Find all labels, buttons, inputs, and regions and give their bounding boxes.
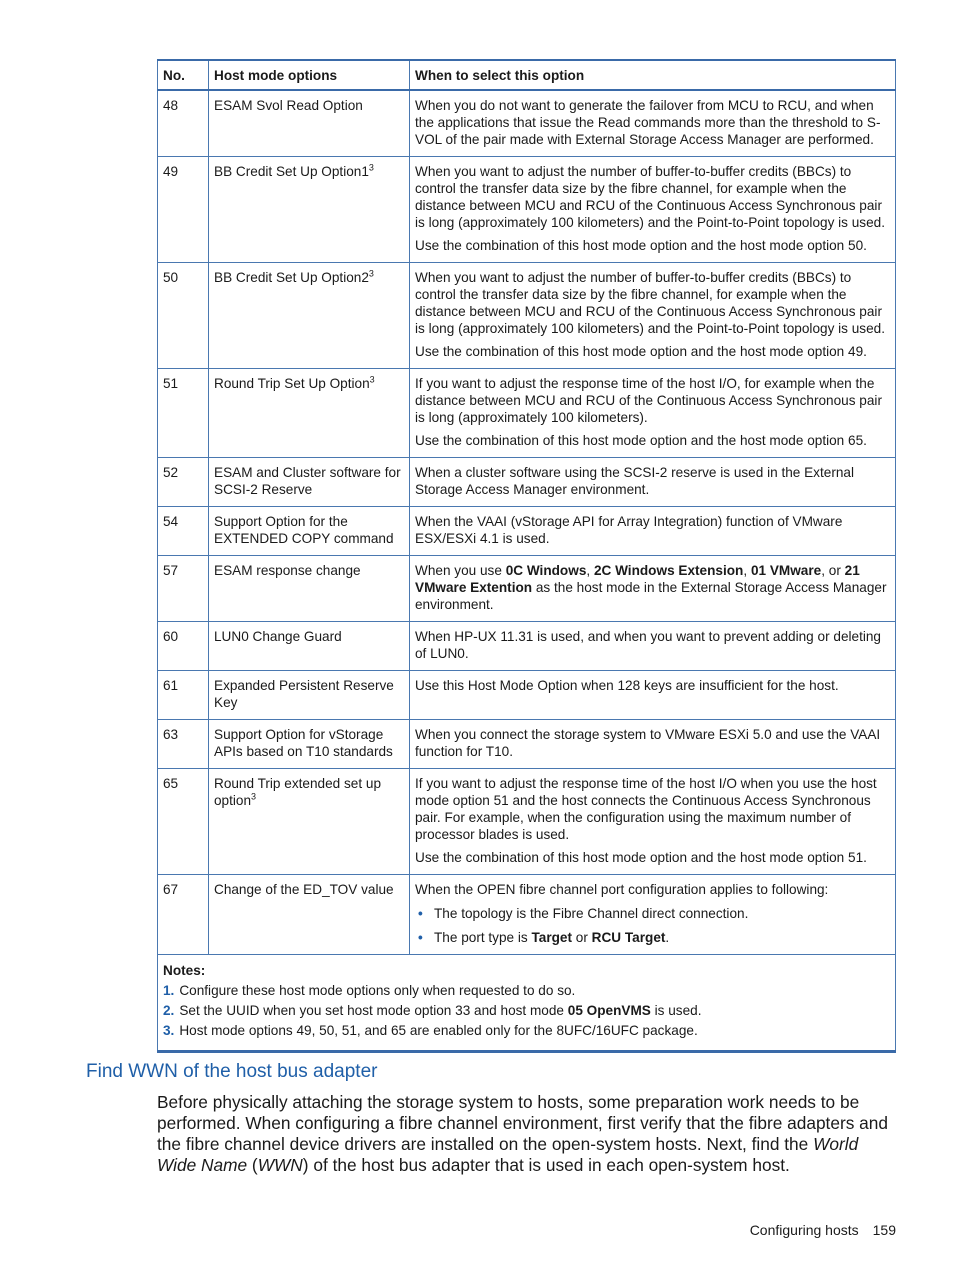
list-item [415,905,890,922]
table-row [158,556,896,622]
row-description-text: When you connect the storage system to VMware ESXi 5.0 and use the VAAI function for T10. [415,727,881,759]
page-footer [750,1222,896,1238]
row-number: 52 [158,458,209,507]
table-header-row [158,60,896,90]
list-item-text: The topology is the Fibre Channel direct connection. [434,906,749,921]
row-description-text: When a cluster software using the SCSI-2 reserve is used in the External Storage Access Manager environment. [415,465,854,497]
row-number: 48 [158,90,209,157]
table-row [158,769,896,875]
text-run: The port type is [434,930,532,945]
bullet-icon: • [418,930,423,945]
text-run: . [665,930,670,945]
row-number: 63 [158,720,209,769]
row-number: 54 [158,507,209,556]
port-type-name: RCU Target [591,930,666,945]
table-row [158,157,896,263]
term-emphasis: WWN [257,1155,303,1175]
row-description [410,263,896,369]
note-text: Set the UUID when you set host mode option 33 and host mode [179,1003,568,1018]
text-run: or [572,930,592,945]
row-description [410,369,896,458]
row-description-text: When the VAAI (vStorage API for Array Integration) function of VMware ESX/ESXi 4.1 is used. [415,514,843,546]
text-run: , or [821,563,845,578]
row-description-text: When you want to adjust the number of buffer-to-buffer credits (BBCs) to control the transfer data size by the fibre channel, for example when the distance between MCU and RCU of the Continuous Access Synchronous pair is long (approximately 100 kilometers) and the Point-to-Point topology is used. [415,164,885,230]
notes-list [163,982,890,1039]
row-description [410,769,896,875]
note-text: Configure these host mode options only when requested to do so. [179,983,576,998]
row-description-text: When HP-UX 11.31 is used, and when you want to prevent adding or deleting of LUN0. [415,629,881,661]
note-number: 3. [163,1023,175,1038]
row-option: ESAM and Cluster software for SCSI-2 Reserve [209,458,410,507]
note-text: Host mode options 49, 50, 51, and 65 are enabled only for the 8UFC/16UFC package. [179,1023,698,1038]
notes-row [158,955,896,1052]
row-description [410,90,896,157]
host-mode-name: 0C Windows [505,563,587,578]
row-number: 50 [158,263,209,369]
row-description-text: Use the combination of this host mode option and the host mode option 51. [415,850,867,865]
footnote-ref: 3 [251,791,257,802]
footer-section-name: Configuring hosts [749,1222,859,1238]
notes-cell [158,955,896,1052]
row-number: 61 [158,671,209,720]
row-option [209,263,410,369]
row-number: 65 [158,769,209,875]
row-number: 51 [158,369,209,458]
row-option: LUN0 Change Guard [209,622,410,671]
row-option: ESAM Svol Read Option [209,90,410,157]
page-number: 159 [872,1222,896,1238]
bullet-icon: • [418,906,423,921]
row-description-text: If you want to adjust the response time of the host I/O when you use the host mode option 51 and the host connects the Continuous Access Synchronous pair. For example, when the configuration using the maximum number of processor blades is used. [415,776,877,842]
host-mode-name: 05 OpenVMS [567,1003,651,1018]
row-option-text: Round Trip extended set up option [214,776,382,808]
section-heading: Find WWN of the host bus adapter [86,1061,378,1082]
row-description-text: If you want to adjust the response time of the host I/O, for example when the distance between MCU and RCU of the Continuous Access Synchronous pair is long (approximately 100 kilometers). [415,376,882,425]
note-text: is used. [650,1003,702,1018]
footnote-ref: 3 [368,268,374,279]
row-description [410,622,896,671]
section-paragraph [157,1092,899,1176]
text-run: ( [247,1155,258,1175]
row-option [209,769,410,875]
row-description [410,720,896,769]
table-row [158,369,896,458]
text-run: , [743,563,751,578]
row-option-text: Round Trip Set Up Option [214,376,370,391]
row-option-text: BB Credit Set Up Option2 [214,270,369,285]
row-number: 67 [158,875,209,955]
footnote-ref: 3 [369,374,375,385]
host-mode-name: 21 VMware Extention [415,563,860,595]
table-row [158,875,896,955]
term-emphasis: World Wide Name [157,1134,859,1175]
row-description [410,671,896,720]
row-description [410,875,896,955]
note-item [163,1022,890,1039]
table-row [158,90,896,157]
header-host-mode-options: Host mode options [209,60,410,90]
text-run: ) of the host bus adapter that is used in each open-system host. [302,1155,790,1175]
header-no: No. [158,60,209,90]
port-type-name: Target [531,930,573,945]
row-number: 49 [158,157,209,263]
row-description-text: Use the combination of this host mode option and the host mode option 49. [415,344,867,359]
row-description-text: Use this Host Mode Option when 128 keys are insufficient for the host. [415,678,839,693]
row-description [410,157,896,263]
row-number: 57 [158,556,209,622]
note-item [163,982,890,999]
text-run: , [586,563,594,578]
row-option: ESAM response change [209,556,410,622]
header-when-to-select: When to select this option [410,60,896,90]
row-option [209,157,410,263]
row-description-text: Use the combination of this host mode option and the host mode option 65. [415,433,867,448]
condition-list [415,905,890,946]
note-number: 1. [163,983,175,998]
row-description-text: When the OPEN fibre channel port configuration applies to following: [415,882,829,897]
row-description-text: Use the combination of this host mode option and the host mode option 50. [415,238,867,253]
row-description-text: When you do not want to generate the failover from MCU to RCU, and when the applications that issue the Read commands more than the threshold to S-VOL of the pair made with External Storage Access Manager are performed. [415,98,881,147]
row-number: 60 [158,622,209,671]
row-option: Support Option for the EXTENDED COPY command [209,507,410,556]
row-option: Change of the ED_TOV value [209,875,410,955]
table-row [158,671,896,720]
text-run: as the host mode in the External Storage Access Manager environment. [415,580,887,612]
host-mode-options-table [157,59,896,1053]
row-description [410,556,896,622]
text-run: When you use [415,563,506,578]
row-option: Expanded Persistent Reserve Key [209,671,410,720]
row-option: Support Option for vStorage APIs based on T10 standards [209,720,410,769]
table-row [158,263,896,369]
row-description [410,507,896,556]
notes-title: Notes: [163,963,206,978]
note-number: 2. [163,1003,175,1018]
row-description-text: When you want to adjust the number of buffer-to-buffer credits (BBCs) to control the transfer data size by the fibre channel, for example when the distance between MCU and RCU of the Continuous Access Synchronous pair is long (approximately 100 kilometers) and the Point-to-Point topology is used. [415,270,885,336]
note-item [163,1002,890,1019]
text-run: Before physically attaching the storage system to hosts, some preparation work needs to be performed. When configuring a fibre channel environment, first verify that the fibre adapters and the fibre channel device drivers are installed on the open-system hosts. Next, find the [157,1092,889,1154]
host-mode-name: 01 VMware [750,563,822,578]
row-description [410,458,896,507]
row-description-text [415,562,890,613]
list-item [415,929,890,946]
table-row [158,622,896,671]
row-option-text: BB Credit Set Up Option1 [214,164,369,179]
table-row [158,507,896,556]
footnote-ref: 3 [368,162,374,173]
table-row [158,458,896,507]
row-option [209,369,410,458]
host-mode-name: 2C Windows Extension [593,563,744,578]
table-row [158,720,896,769]
